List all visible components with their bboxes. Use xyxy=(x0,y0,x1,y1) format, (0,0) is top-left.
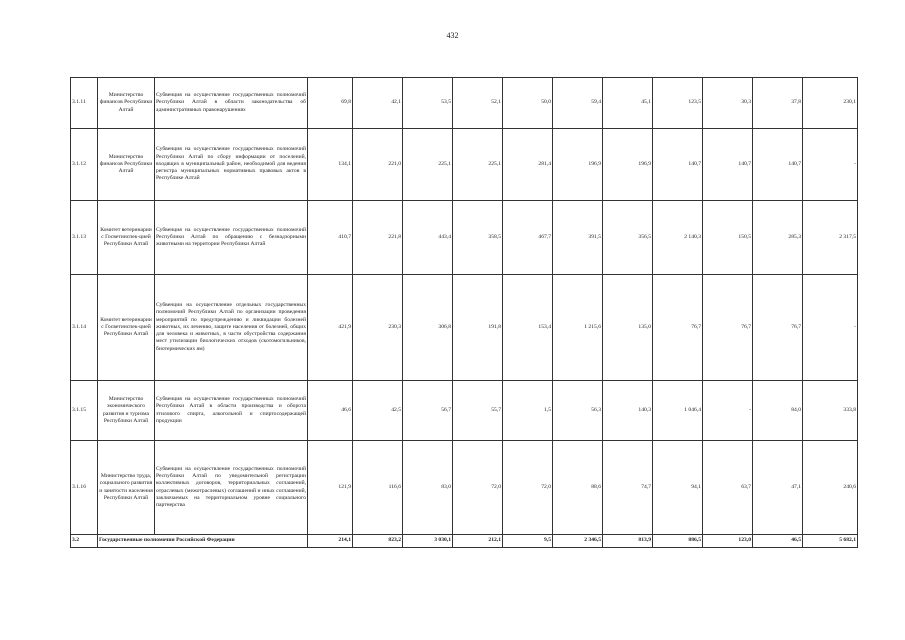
value-cell: 76,7 xyxy=(653,275,703,381)
value-cell: 358,5 xyxy=(453,201,503,275)
value-cell: 72,0 xyxy=(503,441,553,535)
value-cell: 56,3 xyxy=(553,381,603,441)
table-row xyxy=(71,275,858,381)
row-organization: Комитет ветеринарии с Госветинспек-цией Республики Алтай xyxy=(98,201,155,275)
value-cell: - xyxy=(803,129,858,201)
value-cell: 196,9 xyxy=(603,129,653,201)
value-cell: 285,3 xyxy=(753,201,803,275)
value-cell: 2 317,5 xyxy=(803,201,858,275)
value-cell: 94,1 xyxy=(653,441,703,535)
total-code: 3.2 xyxy=(71,535,98,548)
value-cell: 333,8 xyxy=(803,381,858,441)
value-cell: 46,6 xyxy=(308,381,353,441)
value-cell: 55,7 xyxy=(453,381,503,441)
table-row xyxy=(71,78,858,129)
value-cell: 42,5 xyxy=(353,381,403,441)
value-cell: 135,0 xyxy=(603,275,653,381)
value-cell: 467,7 xyxy=(503,201,553,275)
value-cell: 153,4 xyxy=(503,275,553,381)
value-cell: 410,7 xyxy=(308,201,353,275)
total-cell: 5 682,1 xyxy=(803,535,858,548)
value-cell: 88,6 xyxy=(553,441,603,535)
total-cell: 813,9 xyxy=(603,535,653,548)
value-cell: 74,7 xyxy=(603,441,653,535)
value-cell: 56,7 xyxy=(403,381,453,441)
value-cell: 47,1 xyxy=(753,441,803,535)
row-code: 3.1.14 xyxy=(71,275,98,381)
value-cell: 2 140,3 xyxy=(653,201,703,275)
value-cell: 30,3 xyxy=(703,78,753,129)
row-description: Субвенции на осуществление государственных полномочий Республики Алтай по уведомительной регистрации коллективных договоров, территориальных соглашений, отраслевых (межотраслевых) соглашений и иных соглашений, заключаемых на территориальном уровне социального партнерства xyxy=(155,441,308,535)
value-cell: 84,0 xyxy=(753,381,803,441)
row-description: Субвенция на осуществление государственных полномочий Республики Алтай по сбору информации от поселений, входящих в муниципальный район, необходимой для ведения регистра муниципальных нормативных правовых актов в Республике Алтай xyxy=(155,129,308,201)
value-cell: 116,6 xyxy=(353,441,403,535)
row-description: Субвенция на осуществление государственных полномочий Республики Алтай в области производства и оборота этилового спирта, алкогольной и спиртосодержащей продукции xyxy=(155,381,308,441)
total-cell: 886,5 xyxy=(653,535,703,548)
value-cell: 281,4 xyxy=(503,129,553,201)
value-cell: 1 215,6 xyxy=(553,275,603,381)
total-label: Государственные полномочия Российской Федерации xyxy=(98,535,308,548)
value-cell: 140,7 xyxy=(753,129,803,201)
table-row xyxy=(71,441,858,535)
total-cell: 46,5 xyxy=(753,535,803,548)
value-cell: 1,5 xyxy=(503,381,553,441)
row-description: Субвенция на осуществление государственных полномочий Республики Алтай по обращению с безнадзорными животными на территории Республики Алтай xyxy=(155,201,308,275)
value-cell: 37,8 xyxy=(753,78,803,129)
value-cell: 45,1 xyxy=(603,78,653,129)
total-cell: 123,0 xyxy=(703,535,753,548)
value-cell: 196,9 xyxy=(553,129,603,201)
value-cell: 140,7 xyxy=(653,129,703,201)
value-cell: 76,7 xyxy=(753,275,803,381)
value-cell: 76,7 xyxy=(703,275,753,381)
value-cell: 59,4 xyxy=(553,78,603,129)
row-description: Субвенция на осуществление государственных полномочий Республики Алтай в области законодательства об административных правонарушениях xyxy=(155,78,308,129)
row-description: Субвенции на осуществление отдельных государственных полномочий Республики Алтай по организации проведения мероприятий по предупреждению и ликвидации болезней животных, их лечению, защите населения от болезней, общих для человека и животных, в части обустройства содержания мест утилизации биологических отходов (скотомогильников, биотермических ям) xyxy=(155,275,308,381)
value-cell: 240,6 xyxy=(803,441,858,535)
value-cell: 225,1 xyxy=(453,129,503,201)
total-cell: 2 346,5 xyxy=(553,535,603,548)
value-cell: 52,1 xyxy=(453,78,503,129)
page-number: 432 xyxy=(446,31,459,40)
row-organization: Министерство труда, социального развития и занятости населения Республики Алтай xyxy=(98,441,155,535)
table-row xyxy=(71,381,858,441)
value-cell: 191,8 xyxy=(453,275,503,381)
budget-table xyxy=(70,77,858,548)
value-cell: 1 046,4 xyxy=(653,381,703,441)
value-cell: 63,7 xyxy=(703,441,753,535)
row-code: 3.1.12 xyxy=(71,129,98,201)
total-cell: 3 030,1 xyxy=(403,535,453,548)
row-code: 3.1.15 xyxy=(71,381,98,441)
value-cell: 83,0 xyxy=(403,441,453,535)
value-cell: 140,7 xyxy=(703,129,753,201)
value-cell: - xyxy=(803,275,858,381)
value-cell: 221,0 xyxy=(353,129,403,201)
value-cell: 50,0 xyxy=(503,78,553,129)
value-cell: 72,0 xyxy=(453,441,503,535)
total-row xyxy=(71,535,858,548)
value-cell: 150,5 xyxy=(703,201,753,275)
value-cell: 121,9 xyxy=(308,441,353,535)
table-row xyxy=(71,201,858,275)
row-organization: Министерство экономического развития и туризма Республики Алтай xyxy=(98,381,155,441)
row-organization: Комитет ветеринарии с Госветинспек-цией Республики Алтай xyxy=(98,275,155,381)
value-cell: 134,1 xyxy=(308,129,353,201)
value-cell: 230,3 xyxy=(353,275,403,381)
value-cell: - xyxy=(703,381,753,441)
row-code: 3.1.16 xyxy=(71,441,98,535)
value-cell: 391,5 xyxy=(553,201,603,275)
value-cell: 123,5 xyxy=(653,78,703,129)
table-row xyxy=(71,129,858,201)
row-organization: Министерство финансов Республики Алтай xyxy=(98,129,155,201)
total-cell: 9,5 xyxy=(503,535,553,548)
value-cell: 306,8 xyxy=(403,275,453,381)
row-code: 3.1.11 xyxy=(71,78,98,129)
value-cell: 421,9 xyxy=(308,275,353,381)
row-code: 3.1.13 xyxy=(71,201,98,275)
row-organization: Министерство финансов Республики Алтай xyxy=(98,78,155,129)
value-cell: 225,1 xyxy=(403,129,453,201)
total-cell: 212,1 xyxy=(453,535,503,548)
value-cell: 443,4 xyxy=(403,201,453,275)
value-cell: 356,5 xyxy=(603,201,653,275)
value-cell: 69,8 xyxy=(308,78,353,129)
total-cell: 823,2 xyxy=(353,535,403,548)
value-cell: 140,3 xyxy=(603,381,653,441)
value-cell: 221,8 xyxy=(353,201,403,275)
value-cell: 53,5 xyxy=(403,78,453,129)
value-cell: 42,1 xyxy=(353,78,403,129)
value-cell: 230,1 xyxy=(803,78,858,129)
total-cell: 214,1 xyxy=(308,535,353,548)
